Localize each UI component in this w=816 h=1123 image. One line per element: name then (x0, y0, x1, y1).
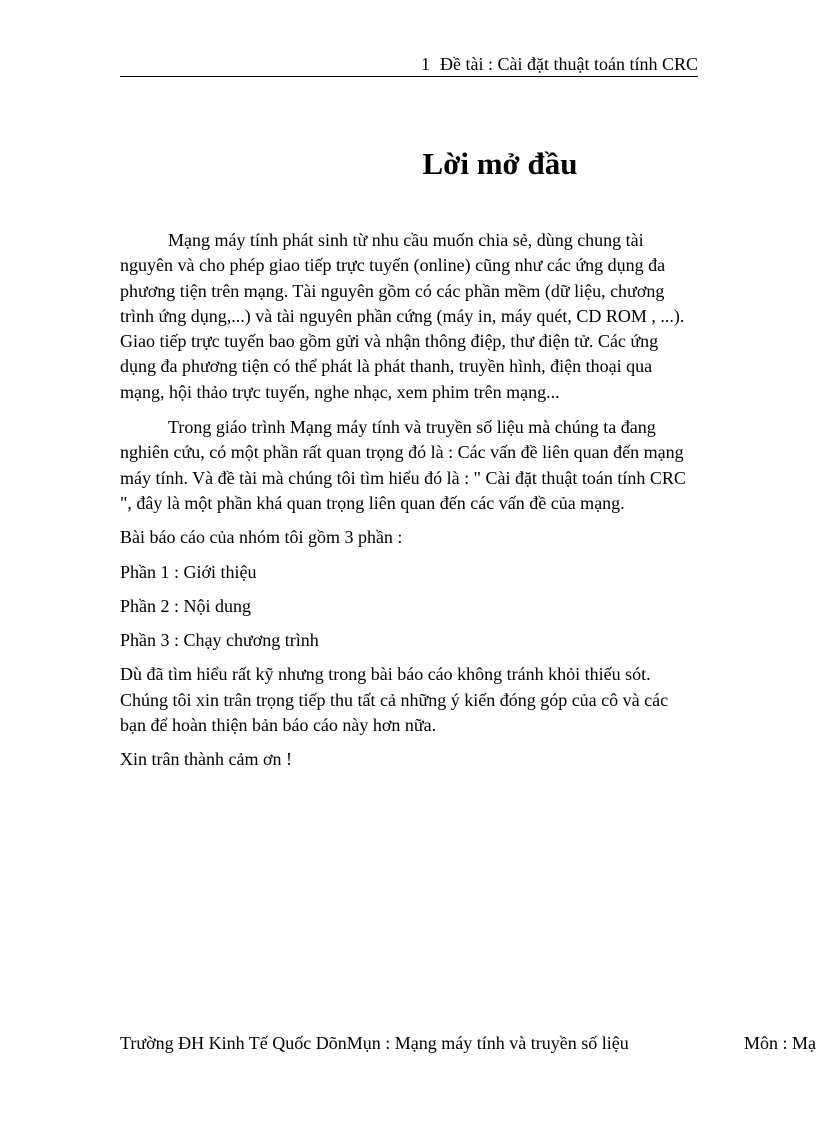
footer-left-text: Trường ĐH Kinh Tế Quốc DõnMụn : Mạng máy tính và truyền số liệu (120, 1033, 629, 1053)
page-header (120, 52, 698, 77)
part-1-line: Phần 1 : Giới thiệu (120, 561, 257, 582)
header-topic: Đề tài : Cài đặt thuật toán tính CRC (440, 54, 698, 74)
report-structure-line: Bài báo cáo của nhóm tôi gồm 3 phần : (120, 527, 403, 548)
page-number: 1 (421, 54, 431, 74)
part-3-line: Phần 3 : Chạy chương trình (120, 630, 319, 651)
footer-right-text: Môn : Mạ (744, 1033, 816, 1053)
document-body (120, 228, 692, 773)
part-2-line: Phần 2 : Nội dung (120, 595, 252, 616)
thanks-line: Xin trân thành cảm ơn ! (120, 749, 292, 770)
page-footer (120, 1030, 816, 1056)
intro-paragraph: Mạng máy tính phát sinh từ nhu cầu muốn chia sẻ, dùng chung tài nguyên và cho phép giao tiếp trực tuyến (online) cũng như các ứng dụng đa phương tiện trên mạng. Tài nguyên gồm có các phần mềm (dữ liệu, chương trình ứng dụng,...) và tài nguyên phần cứng (máy in, máy quét, CD ROM , ...). Giao tiếp trực tuyến bao gồm gửi và nhận thông điệp, thư điện tử. Các ứng dụng đa phương tiện có thể phát là phát thanh, truyền hình, điện thoại qua mạng, hội thảo trực tuyến, nghe nhạc, xem phim trên mạng... (120, 230, 685, 402)
page-title: Lời mở đầu (422, 146, 578, 181)
acknowledgement-paragraph: Dù đã tìm hiểu rất kỹ nhưng trong bài báo cáo không tránh khỏi thiếu sót. Chúng tôi xin trân trọng tiếp thu tất cả những ý kiến đóng góp của cô và các bạn để hoàn thiện bản báo cáo này hơn nữa. (120, 664, 669, 736)
context-paragraph: Trong giáo trình Mạng máy tính và truyền số liệu mà chúng ta đang nghiên cứu, có một phần rất quan trọng đó là : Các vấn đề liên quan đến mạng máy tính. Và đề tài mà chúng tôi tìm hiểu đó là : " Cài đặt thuật toán tính CRC ", đây là một phần khá quan trọng liên quan đến các vấn đề của mạng. (120, 417, 686, 513)
